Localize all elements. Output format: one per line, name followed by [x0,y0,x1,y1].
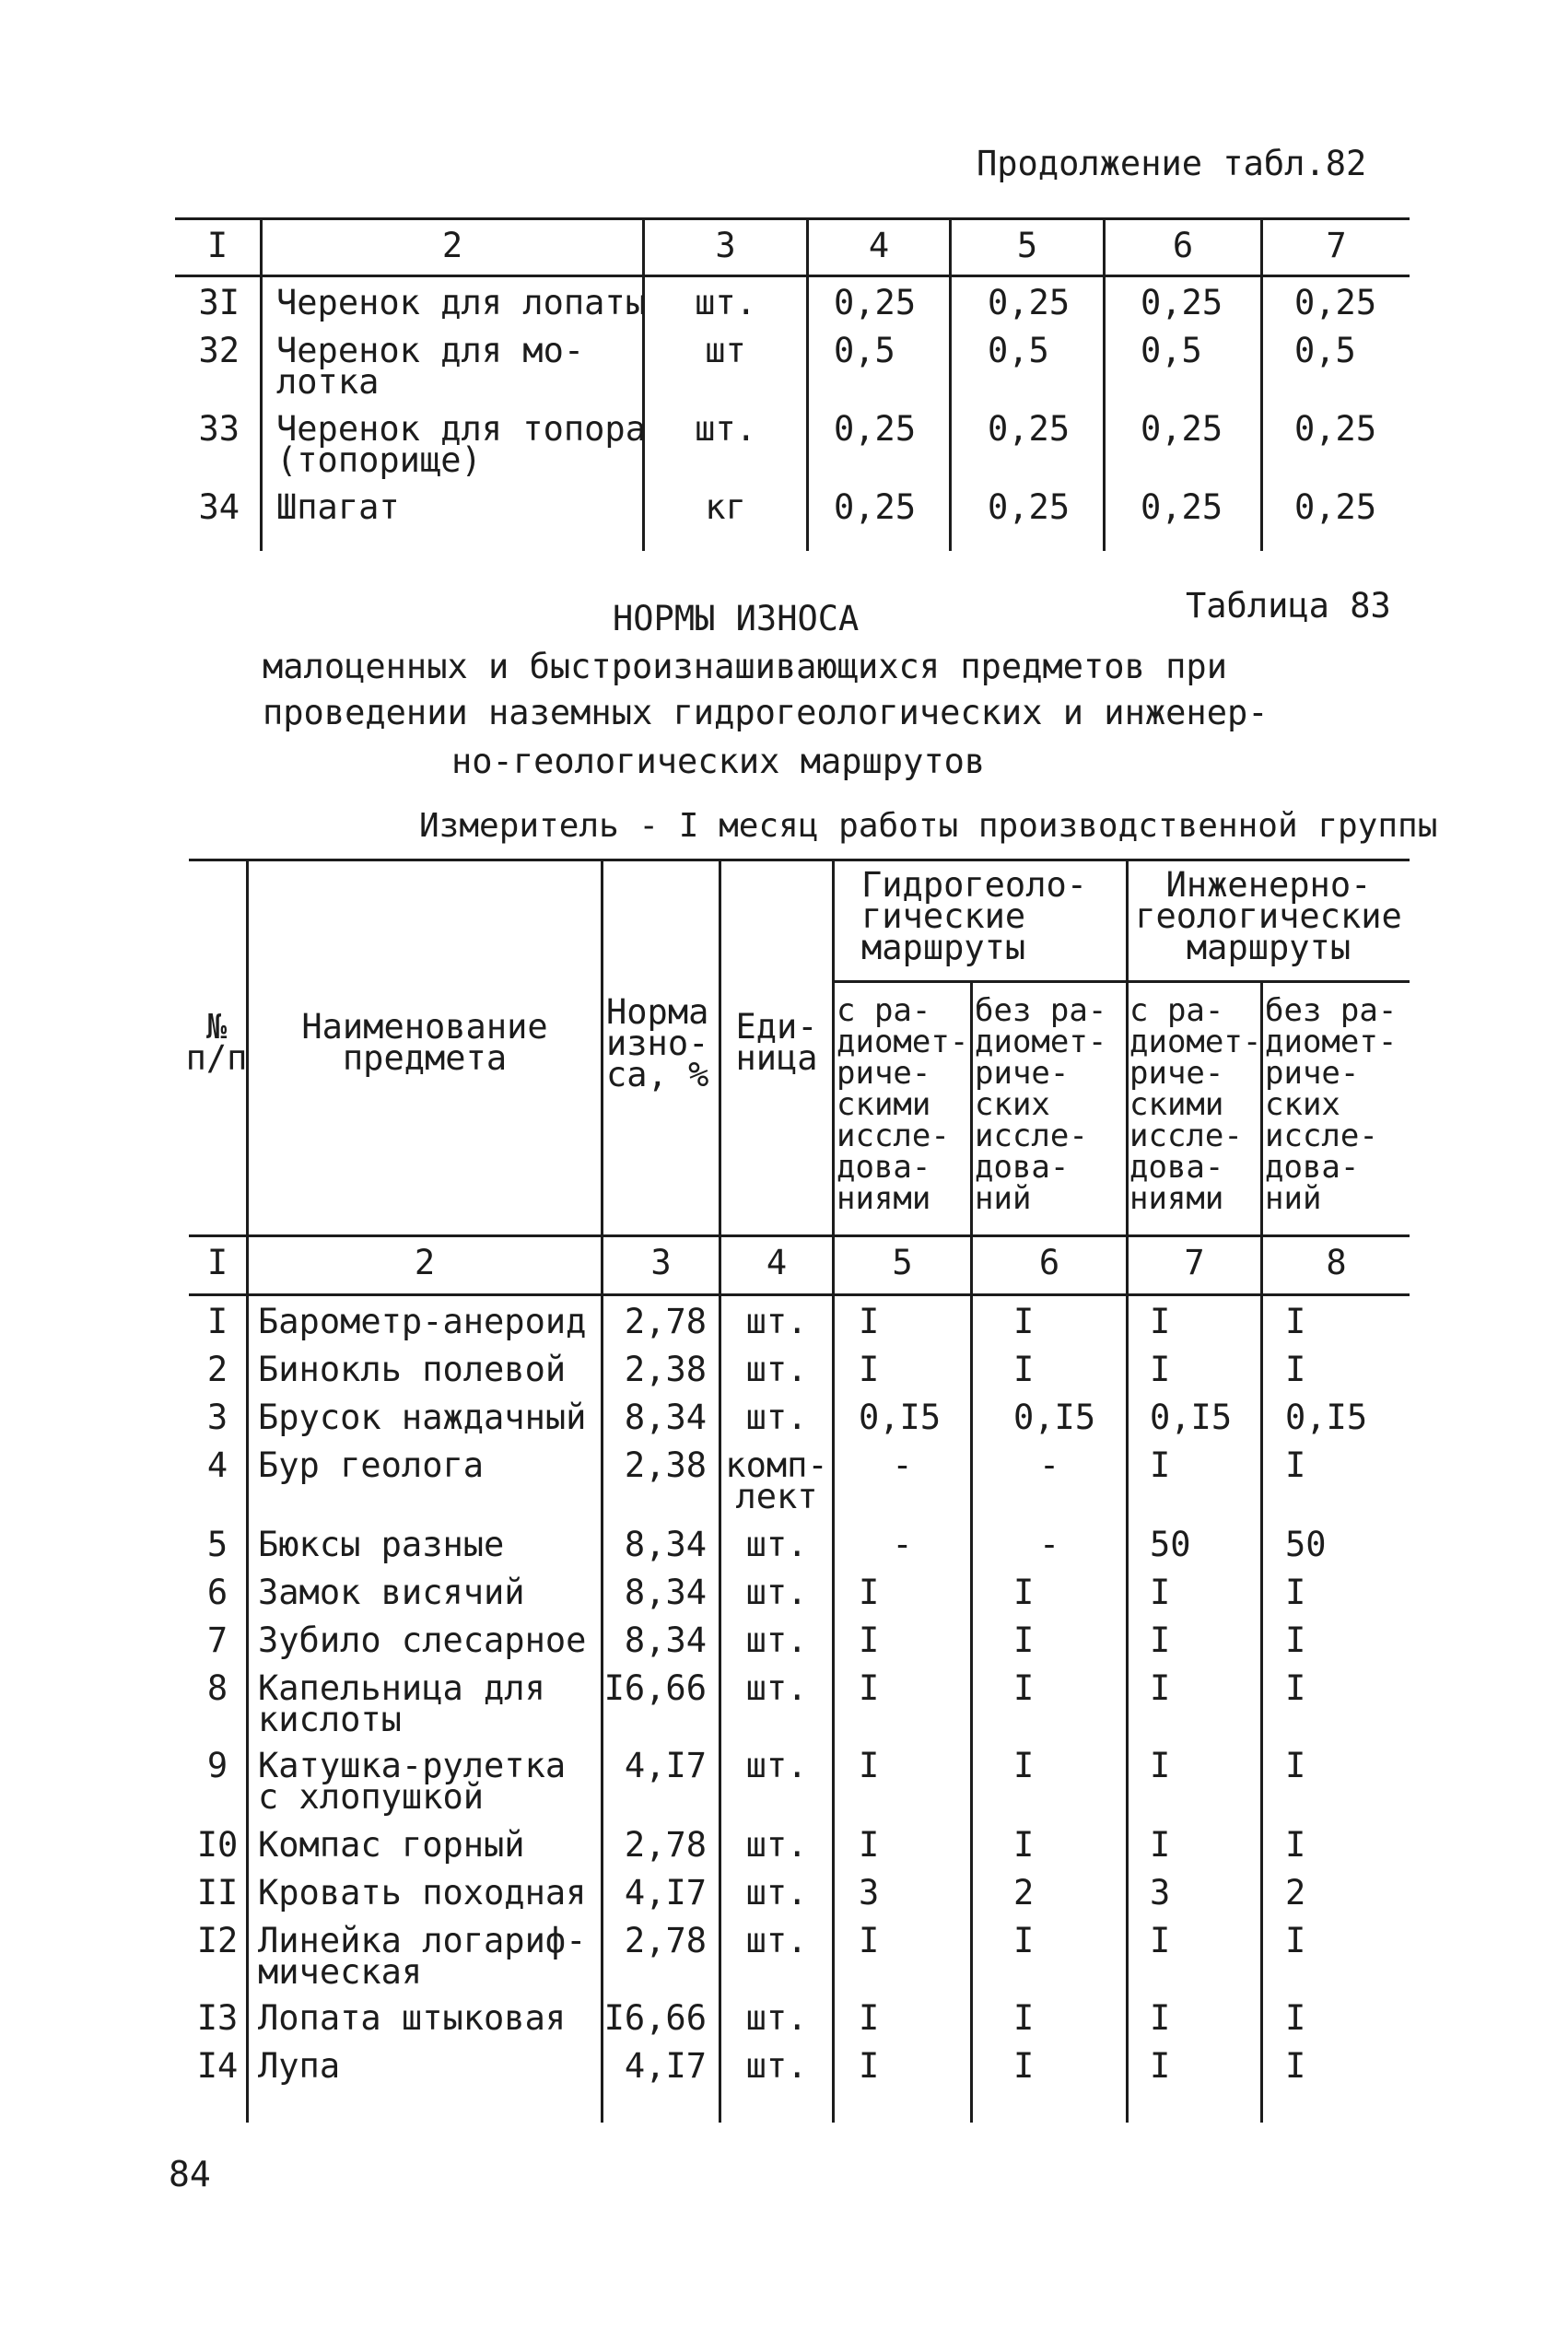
table-83-row-number: II [196,1873,239,1913]
table-83-wear-norm: 4,I7 [624,1746,707,1785]
table-83-qty-eng-radiometric: 3 [1150,1873,1171,1913]
table-82-item-name: Черенок для лопаты [276,283,646,322]
table-82-divider [949,219,952,551]
header-name: Наименование предмета [301,1007,548,1078]
table-82-divider [260,219,263,551]
table-82-column-number: 5 [1016,226,1038,265]
table-83-qty-eng-radiometric: 50 [1150,1525,1191,1564]
table-83-title: НОРМЫ ИЗНОСА [613,599,860,638]
table-82-unit: кг [705,487,746,527]
table-82-column-number: 4 [868,226,890,265]
table-83-qty-hydro-no-radiometric: 0,I5 [1013,1398,1096,1437]
table-82-value: 0,5 [1294,331,1356,370]
table-83-item-name: Капельница для кислоты [258,1668,545,1739]
table-83-row-number: 7 [206,1620,228,1660]
table-83-qty-hydro-radiometric: I [859,1998,880,2038]
header-norm: Норма изно- са, % [606,992,709,1094]
table-83-qty-eng-radiometric: I [1150,1998,1171,2038]
table-83-wear-norm: 8,34 [624,1620,707,1660]
table-83-wear-norm: I6,66 [603,1998,707,2038]
header-without-radiometric-2: без ра- диомет- риче- ских иссле- дова- ний [1265,992,1398,1217]
table-82-value: 0,25 [988,283,1071,322]
table-83-subtitle-line1: малоценных и быстроизнашивающихся предметов при [263,647,1227,686]
table-83-wear-norm: I6,66 [603,1668,707,1708]
table-83-row-number: I0 [196,1825,239,1865]
table-83-qty-eng-no-radiometric: I [1285,1350,1306,1389]
table-83-wear-norm: 2,78 [624,1825,707,1865]
table-83-divider [832,860,835,2123]
table-83-qty-eng-no-radiometric: I [1285,1921,1306,1960]
table-83-qty-eng-no-radiometric: I [1285,1746,1306,1785]
table-83-qty-hydro-no-radiometric: I [1013,1921,1035,1960]
table-83-qty-hydro-radiometric: 0,I5 [859,1398,942,1437]
table-83-unit: шт. [745,1302,808,1341]
table-83-qty-hydro-no-radiometric: - [1038,1445,1060,1485]
table-83-qty-hydro-no-radiometric: I [1013,1302,1035,1341]
table-83-qty-hydro-no-radiometric: 2 [1013,1873,1035,1913]
table-82-row-number: 33 [198,409,240,449]
table-83-column-number: 6 [1038,1243,1060,1282]
table-82-value: 0,25 [834,409,917,449]
table-82-item-name: Шпагат [276,487,400,527]
table-82-unit: шт. [695,283,756,322]
table-83-colnum-rule [189,1293,1410,1296]
table-83-column-number: 7 [1184,1243,1205,1282]
table-83-item-name: Бюксы разные [258,1525,505,1564]
table-83-qty-hydro-radiometric: 3 [859,1873,880,1913]
table-82-top-rule [175,217,1410,220]
table-83-qty-eng-radiometric: I [1150,1668,1171,1708]
table-83-qty-hydro-radiometric: I [859,1350,880,1389]
table-83-qty-eng-radiometric: I [1150,1302,1171,1341]
table-83-row-number: 6 [206,1573,228,1612]
table-83-divider [1126,860,1129,2123]
table-82-column-number: 3 [715,226,736,265]
table-83-unit: шт. [745,1746,808,1785]
table-82-value: 0,25 [988,487,1071,527]
table-83-qty-hydro-no-radiometric: I [1013,1620,1035,1660]
table-83-subtitle-line2: проведении наземных гидрогеологических и инженер- [263,693,1269,732]
table-82-value: 0,5 [834,331,895,370]
table-83-wear-norm: 4,I7 [624,2046,707,2086]
table-83-item-name: Кровать походная [258,1873,587,1913]
table-83-column-number: 8 [1326,1243,1347,1282]
table-83-qty-eng-radiometric: I [1150,1620,1171,1660]
table-83-qty-hydro-no-radiometric: I [1013,2046,1035,2086]
table-83-unit: шт. [745,1873,808,1913]
table-83-subheader-rule [834,980,1410,983]
table-82-value: 0,5 [1141,331,1202,370]
table-82-column-number: 2 [441,226,463,265]
header-without-radiometric: без ра- диомет- риче- ских иссле- дова- ний [975,992,1107,1217]
table-82-value: 0,25 [834,283,917,322]
table-83-unit: шт. [745,1573,808,1612]
table-83-row-number: I4 [196,2046,239,2086]
table-83-qty-eng-radiometric: I [1150,1445,1171,1485]
table-83-header-rule [189,1234,1410,1237]
table-83-qty-eng-no-radiometric: I [1285,2046,1306,2086]
table-82-unit: шт. [695,409,756,449]
table-83-qty-hydro-radiometric: I [859,1921,880,1960]
table-82-value: 0,25 [988,409,1071,449]
table-83-qty-eng-radiometric: 0,I5 [1150,1398,1233,1437]
table-83-unit: комп- лект [725,1445,828,1516]
table-83-qty-hydro-radiometric: I [859,2046,880,2086]
table-83-qty-eng-no-radiometric: I [1285,1302,1306,1341]
table-83-column-number: 2 [414,1243,436,1282]
table-83-column-number: 3 [650,1243,672,1282]
table-83-row-number: 4 [206,1445,228,1485]
table-83-qty-eng-radiometric: I [1150,1350,1171,1389]
table-83-wear-norm: 2,78 [624,1302,707,1341]
table-83-qty-hydro-no-radiometric: I [1013,1998,1035,2038]
header-unit: Еди- ница [735,1007,818,1078]
table-83-top-rule [189,859,1410,861]
table-83-unit: шт. [745,1620,808,1660]
table-83-unit: шт. [745,1350,808,1389]
table-83-unit: шт. [745,1921,808,1960]
table-83-qty-hydro-no-radiometric: I [1013,1825,1035,1865]
table-83-wear-norm: 8,34 [624,1398,707,1437]
table-83-row-number: I2 [196,1921,239,1960]
page-number: 84 [169,2154,211,2194]
table-82-column-number: 7 [1326,226,1347,265]
table-83-wear-norm: 8,34 [624,1573,707,1612]
table-83-qty-eng-no-radiometric: I [1285,1445,1306,1485]
continuation-label: Продолжение табл.82 [977,144,1367,183]
table-83-qty-eng-radiometric: I [1150,1746,1171,1785]
table-83-wear-norm: 2,38 [624,1445,707,1485]
table-83-item-name: Лопата штыковая [258,1998,567,2038]
table-83-item-name: Бинокль полевой [258,1350,567,1389]
table-83-qty-eng-no-radiometric: 0,I5 [1285,1398,1368,1437]
table-82-value: 0,25 [1294,283,1377,322]
header-hydro-routes: Гидрогеоло- гические маршруты [861,865,1088,967]
table-83-column-number: I [206,1243,228,1282]
table-83-subtitle-line3: но-геологических маршрутов [451,742,986,781]
table-83-column-number: 5 [892,1243,913,1282]
table-83-qty-eng-radiometric: I [1150,1825,1171,1865]
table-83-qty-hydro-no-radiometric: I [1013,1573,1035,1612]
table-83-qty-eng-no-radiometric: I [1285,1620,1306,1660]
header-with-radiometric: с ра- диомет- риче- скими иссле- дова- ниями [837,992,969,1217]
table-83-row-number: 9 [206,1746,228,1785]
table-83-unit: шт. [745,1398,808,1437]
table-82-divider [1260,219,1263,551]
table-83-row-number: 5 [206,1525,228,1564]
table-83-unit: шт. [745,1525,808,1564]
table-83-row-number: I3 [196,1998,239,2038]
table-83-unit: шт. [745,1998,808,2038]
table-83-item-name: Зубило слесарное [258,1620,587,1660]
table-82-value: 0,25 [1294,409,1377,449]
table-83-item-name: Линейка логариф- мическая [258,1921,587,1992]
table-82-row-number: 3I [198,283,240,322]
table-83-qty-eng-radiometric: I [1150,1573,1171,1612]
table-83-qty-hydro-radiometric: - [892,1525,913,1564]
table-83-label: Таблица 83 [1186,586,1391,626]
table-83-wear-norm: 4,I7 [624,1873,707,1913]
table-83-row-number: I [206,1302,228,1341]
table-83-qty-hydro-radiometric: I [859,1825,880,1865]
table-82-unit: шт [705,331,746,370]
table-83-row-number: 3 [206,1398,228,1437]
table-82-value: 0,25 [834,487,917,527]
table-83-item-name: Брусок наждачный [258,1398,587,1437]
table-83-qty-eng-no-radiometric: 2 [1285,1873,1306,1913]
table-83-item-name: Компас горный [258,1825,525,1865]
table-82-header-rule [175,275,1410,277]
table-82-value: 0,25 [1141,487,1223,527]
table-83-row-number: 2 [206,1350,228,1389]
table-83-qty-hydro-no-radiometric: I [1013,1746,1035,1785]
table-83-qty-eng-no-radiometric: 50 [1285,1525,1327,1564]
table-83-qty-hydro-radiometric: I [859,1668,880,1708]
table-82-divider [806,219,809,551]
table-82-value: 0,5 [988,331,1049,370]
table-82-value: 0,25 [1141,283,1223,322]
table-83-item-name: Катушка-рулетка с хлопушкой [258,1746,567,1817]
table-83-qty-hydro-radiometric: I [859,1302,880,1341]
header-engineering-routes: Инженерно- геологические маршруты [1135,865,1402,967]
table-83-qty-hydro-no-radiometric: I [1013,1668,1035,1708]
table-83-qty-hydro-radiometric: I [859,1620,880,1660]
table-83-unit: шт. [745,2046,808,2086]
table-83-measure: Измеритель - I месяц работы производственной группы [419,807,1438,845]
table-83-qty-hydro-radiometric: I [859,1746,880,1785]
table-82-row-number: 34 [198,487,240,527]
table-83-qty-eng-no-radiometric: I [1285,1668,1306,1708]
table-83-qty-hydro-radiometric: - [892,1445,913,1485]
table-82-divider [1103,219,1106,551]
table-82-value: 0,25 [1141,409,1223,449]
table-83-row-number: 8 [206,1668,228,1708]
table-83-qty-hydro-no-radiometric: I [1013,1350,1035,1389]
table-83-item-name: Замок висячий [258,1573,525,1612]
table-83-item-name: Барометр-анероид [258,1302,587,1341]
table-83-wear-norm: 2,78 [624,1921,707,1960]
table-83-qty-eng-no-radiometric: I [1285,1825,1306,1865]
table-83-unit: шт. [745,1668,808,1708]
table-82-value: 0,25 [1294,487,1377,527]
table-83-qty-hydro-radiometric: I [859,1573,880,1612]
table-82-column-number: I [206,226,228,265]
header-number: № п/п [185,1007,248,1078]
table-83-wear-norm: 8,34 [624,1525,707,1564]
table-82-item-name: Черенок для топора (топорище) [276,409,646,480]
table-83-qty-hydro-no-radiometric: - [1038,1525,1060,1564]
table-83-column-number: 4 [766,1243,788,1282]
header-with-radiometric-2: с ра- диомет- риче- скими иссле- дова- ниями [1129,992,1262,1217]
table-83-qty-eng-no-radiometric: I [1285,1573,1306,1612]
table-83-wear-norm: 2,38 [624,1350,707,1389]
table-83-qty-eng-radiometric: I [1150,2046,1171,2086]
table-83-qty-eng-no-radiometric: I [1285,1998,1306,2038]
table-83-qty-eng-radiometric: I [1150,1921,1171,1960]
table-82-row-number: 32 [198,331,240,370]
table-83-item-name: Лупа [258,2046,341,2086]
table-82-column-number: 6 [1172,226,1194,265]
table-83-unit: шт. [745,1825,808,1865]
table-83-item-name: Бур геолога [258,1445,485,1485]
table-82-item-name: Черенок для мо- лотка [276,331,585,402]
